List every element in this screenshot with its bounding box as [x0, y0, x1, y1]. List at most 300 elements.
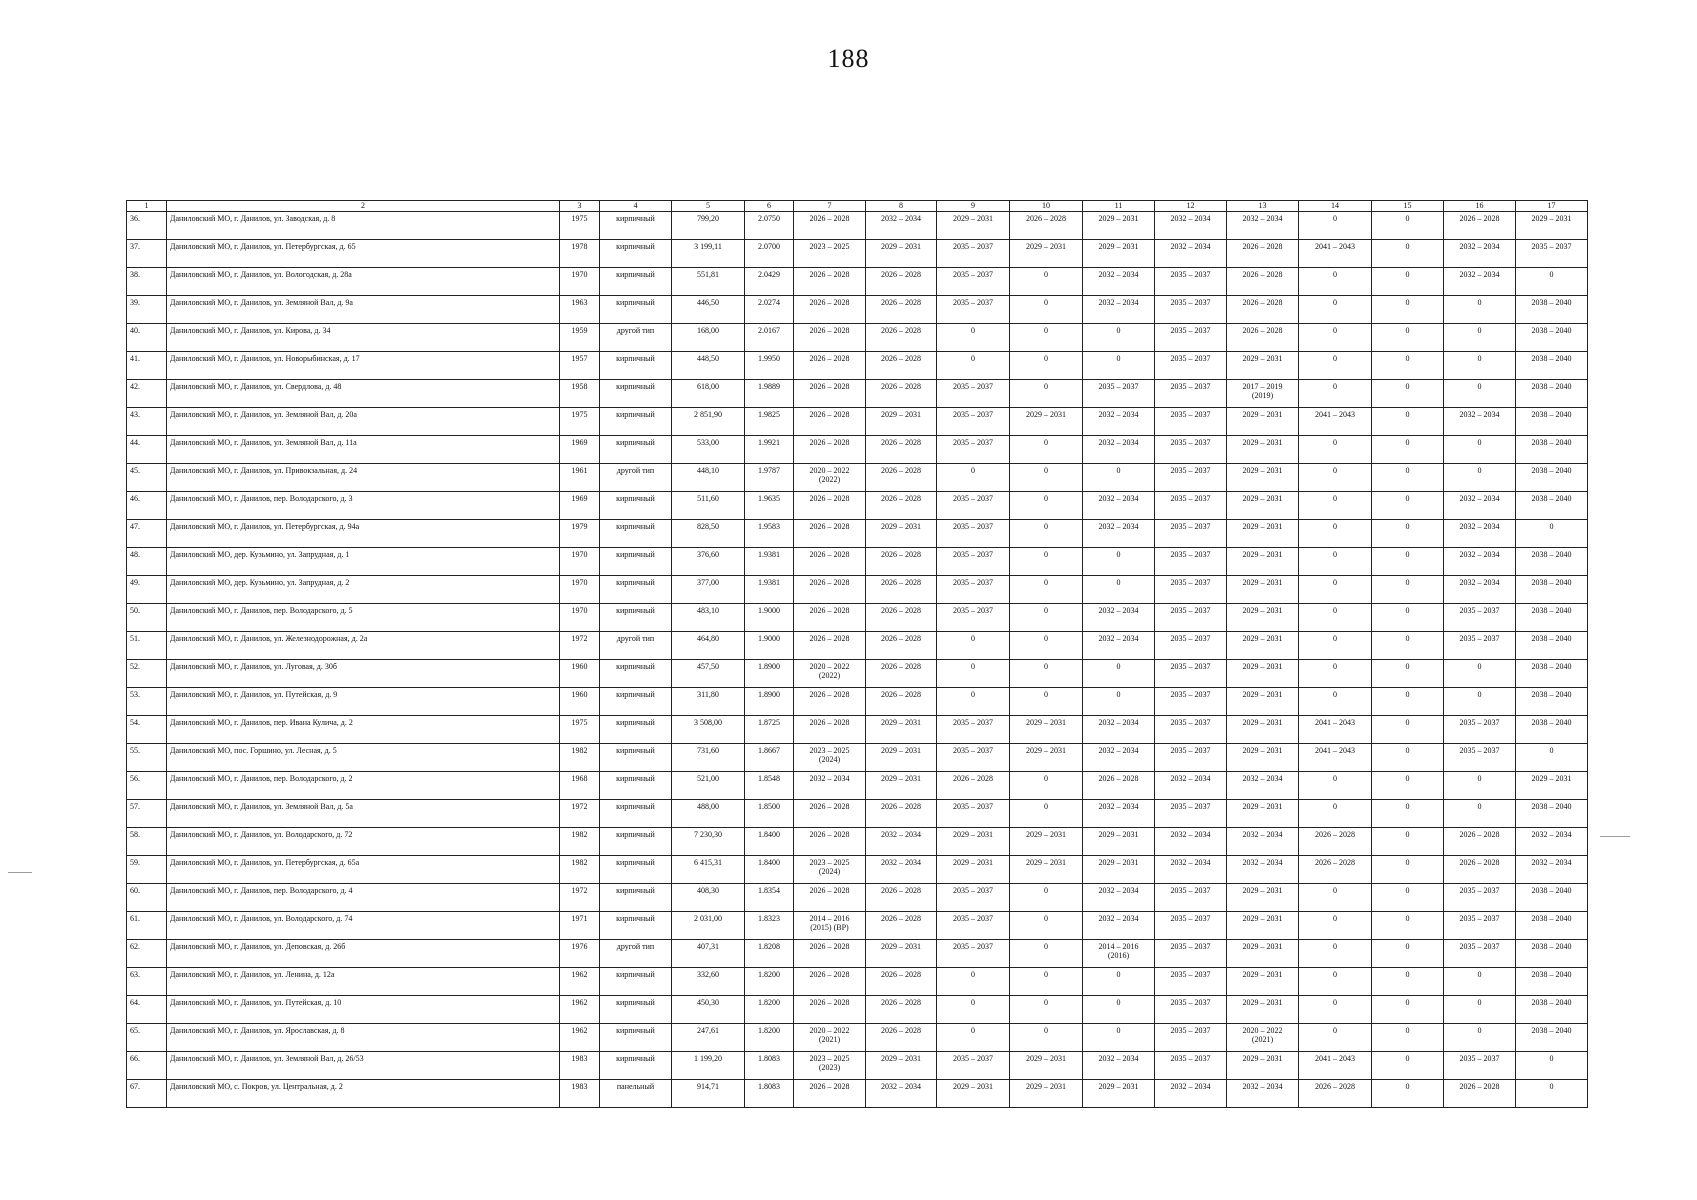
header-cell: 15: [1372, 201, 1444, 212]
table-cell: 2026 – 2028: [794, 632, 866, 660]
table-cell: 2026 – 2028: [866, 632, 937, 660]
table-cell: 2026 – 2028: [1299, 1080, 1372, 1108]
table-cell: 2029 – 2031: [1227, 688, 1299, 716]
table-row: [127, 856, 1588, 884]
table-cell: 0: [1444, 1024, 1516, 1052]
table-cell: 0: [1299, 492, 1372, 520]
table-cell: 2029 – 2031: [1227, 1052, 1299, 1080]
table-cell: 2026 – 2028: [794, 352, 866, 380]
table-cell: 408,30: [672, 884, 745, 912]
table-cell: 0: [1372, 408, 1444, 436]
table-cell: 2035 – 2037: [937, 520, 1010, 548]
table-cell: 0: [1372, 772, 1444, 800]
table-cell: Даниловский МО, дер. Кузьмино, ул. Запрудная, д. 2: [167, 576, 560, 604]
table-cell: 0: [1083, 1024, 1155, 1052]
table-cell: 1.8083: [745, 1080, 794, 1108]
table-cell: 0: [1444, 688, 1516, 716]
table-cell: 0: [1299, 632, 1372, 660]
header-cell: 5: [672, 201, 745, 212]
table-cell: 0: [1010, 688, 1083, 716]
table-cell: 2026 – 2028: [794, 212, 866, 240]
table-cell: 2035 – 2037: [1155, 576, 1227, 604]
table-cell: 2026 – 2028: [794, 576, 866, 604]
table-cell: 2029 – 2031: [937, 856, 1010, 884]
table-cell: 448,10: [672, 464, 745, 492]
table-cell: 2038 – 2040: [1516, 408, 1588, 436]
table-cell: 0: [1372, 828, 1444, 856]
table-cell: 2029 – 2031: [866, 940, 937, 968]
table-cell: 2035 – 2037: [1444, 912, 1516, 940]
table-cell: кирпичный: [600, 212, 672, 240]
table-cell: 2032 – 2034: [1083, 436, 1155, 464]
table-cell: 2035 – 2037: [1444, 744, 1516, 772]
table-cell: 0: [1516, 1052, 1588, 1080]
table-cell: 45.: [127, 464, 167, 492]
table-cell: 2032 – 2034: [866, 212, 937, 240]
table-cell: 48.: [127, 548, 167, 576]
table-cell: 1968: [560, 772, 600, 800]
table-cell: 2041 – 2043: [1299, 408, 1372, 436]
header-cell: 6: [745, 201, 794, 212]
table-cell: 2023 – 2025 (2024): [794, 856, 866, 884]
table-cell: 2032 – 2034: [1227, 1080, 1299, 1108]
table-row: [127, 296, 1588, 324]
table-cell: 2038 – 2040: [1516, 380, 1588, 408]
table-cell: 0: [1299, 996, 1372, 1024]
table-cell: 2032 – 2034: [1083, 800, 1155, 828]
table-cell: 2026 – 2028: [1444, 828, 1516, 856]
table-cell: 2029 – 2031: [1010, 1052, 1083, 1080]
table-cell: 1.9787: [745, 464, 794, 492]
table-cell: 0: [1299, 296, 1372, 324]
table-cell: 2038 – 2040: [1516, 632, 1588, 660]
table-cell: 2026 – 2028: [1444, 212, 1516, 240]
table-cell: 2017 – 2019 (2019): [1227, 380, 1299, 408]
header-cell: 11: [1083, 201, 1155, 212]
table-cell: 2026 – 2028: [866, 996, 937, 1024]
table-cell: 0: [1372, 1080, 1444, 1108]
table-cell: 0: [937, 996, 1010, 1024]
table-cell: 6 415,31: [672, 856, 745, 884]
table-cell: кирпичный: [600, 548, 672, 576]
table-cell: 0: [1372, 996, 1444, 1024]
table-cell: 2035 – 2037: [937, 240, 1010, 268]
table-cell: 0: [1372, 268, 1444, 296]
table-cell: 59.: [127, 856, 167, 884]
table-cell: Даниловский МО, г. Данилов, ул. Кирова, д. 34: [167, 324, 560, 352]
table-cell: 2029 – 2031: [1083, 828, 1155, 856]
housing-register-table: [126, 200, 1588, 1108]
table-cell: 168,00: [672, 324, 745, 352]
table-cell: 1959: [560, 324, 600, 352]
table-cell: 1970: [560, 576, 600, 604]
table-row: [127, 548, 1588, 576]
table-cell: 1969: [560, 436, 600, 464]
table-cell: 2035 – 2037: [937, 380, 1010, 408]
table-cell: 2026 – 2028: [866, 492, 937, 520]
table-cell: 2041 – 2043: [1299, 1052, 1372, 1080]
table-cell: 2032 – 2034: [1444, 520, 1516, 548]
table-cell: кирпичный: [600, 968, 672, 996]
table-cell: 0: [1010, 660, 1083, 688]
table-cell: 2026 – 2028: [866, 800, 937, 828]
table-cell: 2029 – 2031: [1227, 912, 1299, 940]
header-cell: 9: [937, 201, 1010, 212]
table-cell: 44.: [127, 436, 167, 464]
table-cell: 2.0274: [745, 296, 794, 324]
table-cell: 0: [1010, 296, 1083, 324]
table-cell: 2032 – 2034: [1227, 772, 1299, 800]
table-cell: 2014 – 2016 (2016): [1083, 940, 1155, 968]
table-cell: 0: [1372, 212, 1444, 240]
table-cell: 2038 – 2040: [1516, 604, 1588, 632]
table-cell: 2032 – 2034: [1155, 772, 1227, 800]
table-cell: 2032 – 2034: [1444, 408, 1516, 436]
table-cell: 1.8500: [745, 800, 794, 828]
table-cell: 2035 – 2037: [1444, 716, 1516, 744]
table-cell: 2029 – 2031: [1227, 744, 1299, 772]
table-cell: 2035 – 2037: [1155, 912, 1227, 940]
table-cell: 1972: [560, 800, 600, 828]
table-cell: 63.: [127, 968, 167, 996]
table-cell: 2032 – 2034: [1444, 548, 1516, 576]
table-cell: 0: [1299, 380, 1372, 408]
table-cell: 2029 – 2031: [1083, 240, 1155, 268]
header-cell: 13: [1227, 201, 1299, 212]
table-cell: 1.9000: [745, 604, 794, 632]
table-cell: 0: [1372, 436, 1444, 464]
table-cell: 2035 – 2037: [1516, 240, 1588, 268]
header-cell: 7: [794, 201, 866, 212]
page-number: 188: [827, 44, 870, 73]
table-cell: 2032 – 2034: [1444, 576, 1516, 604]
table-cell: 2026 – 2028: [794, 492, 866, 520]
table-cell: 1962: [560, 996, 600, 1024]
table-cell: 0: [1083, 464, 1155, 492]
table-cell: 52.: [127, 660, 167, 688]
table-cell: 2035 – 2037: [937, 940, 1010, 968]
table-cell: 2032 – 2034: [1227, 828, 1299, 856]
table-cell: 0: [1516, 268, 1588, 296]
table-cell: 1.9950: [745, 352, 794, 380]
table-cell: 2032 – 2034: [1083, 296, 1155, 324]
table-cell: 2026 – 2028: [1299, 856, 1372, 884]
table-cell: 60.: [127, 884, 167, 912]
table-cell: 2026 – 2028: [794, 380, 866, 408]
table-cell: Даниловский МО, г. Данилов, ул. Путейская, д. 9: [167, 688, 560, 716]
table-cell: 0: [1299, 520, 1372, 548]
table-cell: кирпичный: [600, 520, 672, 548]
table-cell: Даниловский МО, г. Данилов, ул. Новорыбинская, д. 17: [167, 352, 560, 380]
table-cell: 53.: [127, 688, 167, 716]
table-cell: 0: [1010, 520, 1083, 548]
table-cell: 1.8208: [745, 940, 794, 968]
table-cell: 0: [1372, 324, 1444, 352]
table-cell: 2038 – 2040: [1516, 940, 1588, 968]
table-cell: 2026 – 2028: [794, 1080, 866, 1108]
table-cell: 0: [1010, 1024, 1083, 1052]
table-cell: 1.8354: [745, 884, 794, 912]
table-cell: 2029 – 2031: [1227, 436, 1299, 464]
table-cell: кирпичный: [600, 716, 672, 744]
header-cell: 17: [1516, 201, 1588, 212]
header-cell: 10: [1010, 201, 1083, 212]
table-cell: 2038 – 2040: [1516, 548, 1588, 576]
table-cell: 2038 – 2040: [1516, 492, 1588, 520]
table-cell: 0: [1299, 772, 1372, 800]
table-cell: Даниловский МО, г. Данилов, пер. Володарского, д. 3: [167, 492, 560, 520]
table-cell: 2035 – 2037: [1155, 492, 1227, 520]
table-cell: кирпичный: [600, 744, 672, 772]
table-cell: 0: [1010, 884, 1083, 912]
table-cell: 2026 – 2028: [1227, 296, 1299, 324]
table-cell: 0: [1372, 604, 1444, 632]
table-cell: 2029 – 2031: [1227, 632, 1299, 660]
table-cell: 2038 – 2040: [1516, 884, 1588, 912]
table-cell: 2029 – 2031: [866, 716, 937, 744]
table-cell: 1975: [560, 408, 600, 436]
table-cell: 1982: [560, 744, 600, 772]
table-row: [127, 380, 1588, 408]
table-cell: Даниловский МО, г. Данилов, пер. Володарского, д. 5: [167, 604, 560, 632]
table-cell: 2029 – 2031: [1516, 212, 1588, 240]
table-cell: 2032 – 2034: [1516, 856, 1588, 884]
table-cell: 2038 – 2040: [1516, 968, 1588, 996]
table-cell: 0: [1372, 1024, 1444, 1052]
table-cell: 2038 – 2040: [1516, 660, 1588, 688]
table-cell: 2032 – 2034: [1083, 492, 1155, 520]
table-cell: 2035 – 2037: [1155, 1024, 1227, 1052]
table-cell: 0: [1516, 1080, 1588, 1108]
table-cell: 2026 – 2028: [794, 800, 866, 828]
table-cell: 0: [1372, 660, 1444, 688]
table-cell: 2035 – 2037: [1155, 716, 1227, 744]
table-row: [127, 1080, 1588, 1108]
table-cell: 0: [1010, 772, 1083, 800]
table-cell: 2035 – 2037: [1155, 436, 1227, 464]
table-cell: 2026 – 2028: [794, 996, 866, 1024]
table-cell: 2029 – 2031: [866, 520, 937, 548]
table-cell: Даниловский МО, г. Данилов, ул. Луговая, д. 30б: [167, 660, 560, 688]
table-cell: 2035 – 2037: [1155, 408, 1227, 436]
table-cell: Даниловский МО, г. Данилов, пер. Володарского, д. 2: [167, 772, 560, 800]
table-cell: 0: [1299, 212, 1372, 240]
table-cell: 1.9825: [745, 408, 794, 436]
table-cell: 1982: [560, 856, 600, 884]
table-cell: 2032 – 2034: [1083, 408, 1155, 436]
table-cell: 0: [1372, 884, 1444, 912]
table-cell: 1.8200: [745, 996, 794, 1024]
table-cell: 2035 – 2037: [1444, 884, 1516, 912]
table-cell: Даниловский МО, г. Данилов, ул. Петербургская, д. 65: [167, 240, 560, 268]
table-cell: 0: [1372, 380, 1444, 408]
table-cell: 62.: [127, 940, 167, 968]
table-cell: 2035 – 2037: [1155, 968, 1227, 996]
table-cell: 1979: [560, 520, 600, 548]
table-cell: 2029 – 2031: [1227, 352, 1299, 380]
table-cell: 2029 – 2031: [1227, 408, 1299, 436]
table-cell: 2032 – 2034: [1083, 632, 1155, 660]
table-cell: 2020 – 2022 (2022): [794, 464, 866, 492]
table-cell: 0: [937, 968, 1010, 996]
table-cell: 799,20: [672, 212, 745, 240]
table-row: [127, 212, 1588, 240]
table-cell: Даниловский МО, пос. Горшино, ул. Лесная, д. 5: [167, 744, 560, 772]
table-cell: 2026 – 2028: [794, 688, 866, 716]
table-cell: 0: [1372, 632, 1444, 660]
table-cell: 0: [1299, 436, 1372, 464]
table-cell: 37.: [127, 240, 167, 268]
table-cell: 55.: [127, 744, 167, 772]
table-body: [127, 212, 1588, 1108]
table-cell: 1.8725: [745, 716, 794, 744]
table-cell: 2029 – 2031: [937, 212, 1010, 240]
table-cell: 2038 – 2040: [1516, 912, 1588, 940]
header-cell: 1: [127, 201, 167, 212]
table-cell: 2029 – 2031: [866, 772, 937, 800]
table-cell: 1.8400: [745, 828, 794, 856]
table-cell: кирпичный: [600, 856, 672, 884]
table-cell: кирпичный: [600, 996, 672, 1024]
table-cell: кирпичный: [600, 352, 672, 380]
table-cell: 2029 – 2031: [1083, 212, 1155, 240]
table-cell: 1970: [560, 268, 600, 296]
table-cell: 3 508,00: [672, 716, 745, 744]
table-row: [127, 408, 1588, 436]
table-cell: 0: [1372, 576, 1444, 604]
table-cell: 0: [1372, 352, 1444, 380]
table-cell: 1.9921: [745, 436, 794, 464]
table-cell: 0: [1516, 744, 1588, 772]
table-cell: 2029 – 2031: [1227, 660, 1299, 688]
table-cell: 2038 – 2040: [1516, 436, 1588, 464]
table-cell: 0: [1083, 576, 1155, 604]
table-cell: 2038 – 2040: [1516, 464, 1588, 492]
table-cell: 1975: [560, 716, 600, 744]
table-cell: 450,30: [672, 996, 745, 1024]
table-cell: 533,00: [672, 436, 745, 464]
table-cell: 0: [1372, 912, 1444, 940]
table-row: [127, 996, 1588, 1024]
table-cell: 0: [1010, 380, 1083, 408]
table-cell: 2026 – 2028: [866, 688, 937, 716]
table-cell: 2035 – 2037: [1155, 268, 1227, 296]
table-cell: 2035 – 2037: [1155, 520, 1227, 548]
table-cell: 1.8323: [745, 912, 794, 940]
table-cell: 2026 – 2028: [794, 548, 866, 576]
table-cell: 446,50: [672, 296, 745, 324]
table-cell: 2038 – 2040: [1516, 576, 1588, 604]
table-cell: 0: [1299, 268, 1372, 296]
header-cell: 12: [1155, 201, 1227, 212]
table-cell: 407,31: [672, 940, 745, 968]
table-cell: кирпичный: [600, 660, 672, 688]
table-row: [127, 744, 1588, 772]
table-cell: 2032 – 2034: [1083, 744, 1155, 772]
table-row: [127, 772, 1588, 800]
table-cell: 0: [1299, 940, 1372, 968]
table-header: [127, 201, 1588, 212]
table-cell: Даниловский МО, г. Данилов, ул. Ленина, д. 12а: [167, 968, 560, 996]
table-cell: 2026 – 2028: [1227, 324, 1299, 352]
table-cell: 0: [1010, 940, 1083, 968]
table-cell: 2029 – 2031: [1227, 716, 1299, 744]
table-cell: 1963: [560, 296, 600, 324]
table-cell: 36.: [127, 212, 167, 240]
table-cell: 2035 – 2037: [937, 408, 1010, 436]
table-row: [127, 464, 1588, 492]
table-cell: 0: [1299, 324, 1372, 352]
table-cell: 0: [937, 352, 1010, 380]
table-cell: 0: [1372, 296, 1444, 324]
table-cell: Даниловский МО, г. Данилов, пер. Ивана Кулича, д. 2: [167, 716, 560, 744]
table-cell: 1970: [560, 548, 600, 576]
table-row: [127, 604, 1588, 632]
table-cell: 2026 – 2028: [1010, 212, 1083, 240]
table-cell: 0: [1010, 464, 1083, 492]
table-cell: 39.: [127, 296, 167, 324]
table-cell: 2032 – 2034: [1155, 212, 1227, 240]
table-cell: 2035 – 2037: [1155, 324, 1227, 352]
table-cell: 1976: [560, 940, 600, 968]
table-cell: 2026 – 2028: [1083, 772, 1155, 800]
table-cell: 2029 – 2031: [1227, 996, 1299, 1024]
table-cell: Даниловский МО, г. Данилов, ул. Земляной Вал, д. 9а: [167, 296, 560, 324]
table-cell: 2029 – 2031: [866, 1052, 937, 1080]
table-cell: 2035 – 2037: [937, 548, 1010, 576]
table-cell: 1961: [560, 464, 600, 492]
table-cell: 2041 – 2043: [1299, 240, 1372, 268]
table-cell: 42.: [127, 380, 167, 408]
table-cell: 2026 – 2028: [794, 268, 866, 296]
table-cell: кирпичный: [600, 380, 672, 408]
table-cell: 2026 – 2028: [794, 408, 866, 436]
table-cell: 0: [1372, 240, 1444, 268]
table-cell: 2032 – 2034: [866, 828, 937, 856]
table-cell: 1972: [560, 632, 600, 660]
table-cell: кирпичный: [600, 576, 672, 604]
table-cell: другой тип: [600, 632, 672, 660]
table-cell: 2029 – 2031: [1010, 1080, 1083, 1108]
table-cell: 0: [1010, 548, 1083, 576]
table-cell: 2029 – 2031: [1227, 492, 1299, 520]
table-cell: 1.8200: [745, 968, 794, 996]
table-cell: Даниловский МО, с. Покров, ул. Центральная, д. 2: [167, 1080, 560, 1108]
table-cell: 1969: [560, 492, 600, 520]
table-cell: 2029 – 2031: [937, 1080, 1010, 1108]
table-cell: 2032 – 2034: [1444, 240, 1516, 268]
table-cell: 2023 – 2025 (2024): [794, 744, 866, 772]
table-cell: 2026 – 2028: [1299, 828, 1372, 856]
table-cell: 2032 – 2034: [1516, 828, 1588, 856]
table-cell: 2026 – 2028: [866, 380, 937, 408]
table-cell: 2035 – 2037: [1444, 1052, 1516, 1080]
table-cell: 2.0429: [745, 268, 794, 296]
table-cell: 2035 – 2037: [1155, 296, 1227, 324]
table-cell: 0: [1372, 856, 1444, 884]
table-cell: 0: [1444, 380, 1516, 408]
table-cell: 1978: [560, 240, 600, 268]
table-cell: 2038 – 2040: [1516, 352, 1588, 380]
table-cell: 2026 – 2028: [794, 604, 866, 632]
table-cell: 0: [1010, 632, 1083, 660]
table-cell: 2035 – 2037: [1155, 940, 1227, 968]
table-cell: 1962: [560, 1024, 600, 1052]
table-cell: 0: [1372, 464, 1444, 492]
table-cell: 57.: [127, 800, 167, 828]
table-cell: 448,50: [672, 352, 745, 380]
table-cell: кирпичный: [600, 800, 672, 828]
